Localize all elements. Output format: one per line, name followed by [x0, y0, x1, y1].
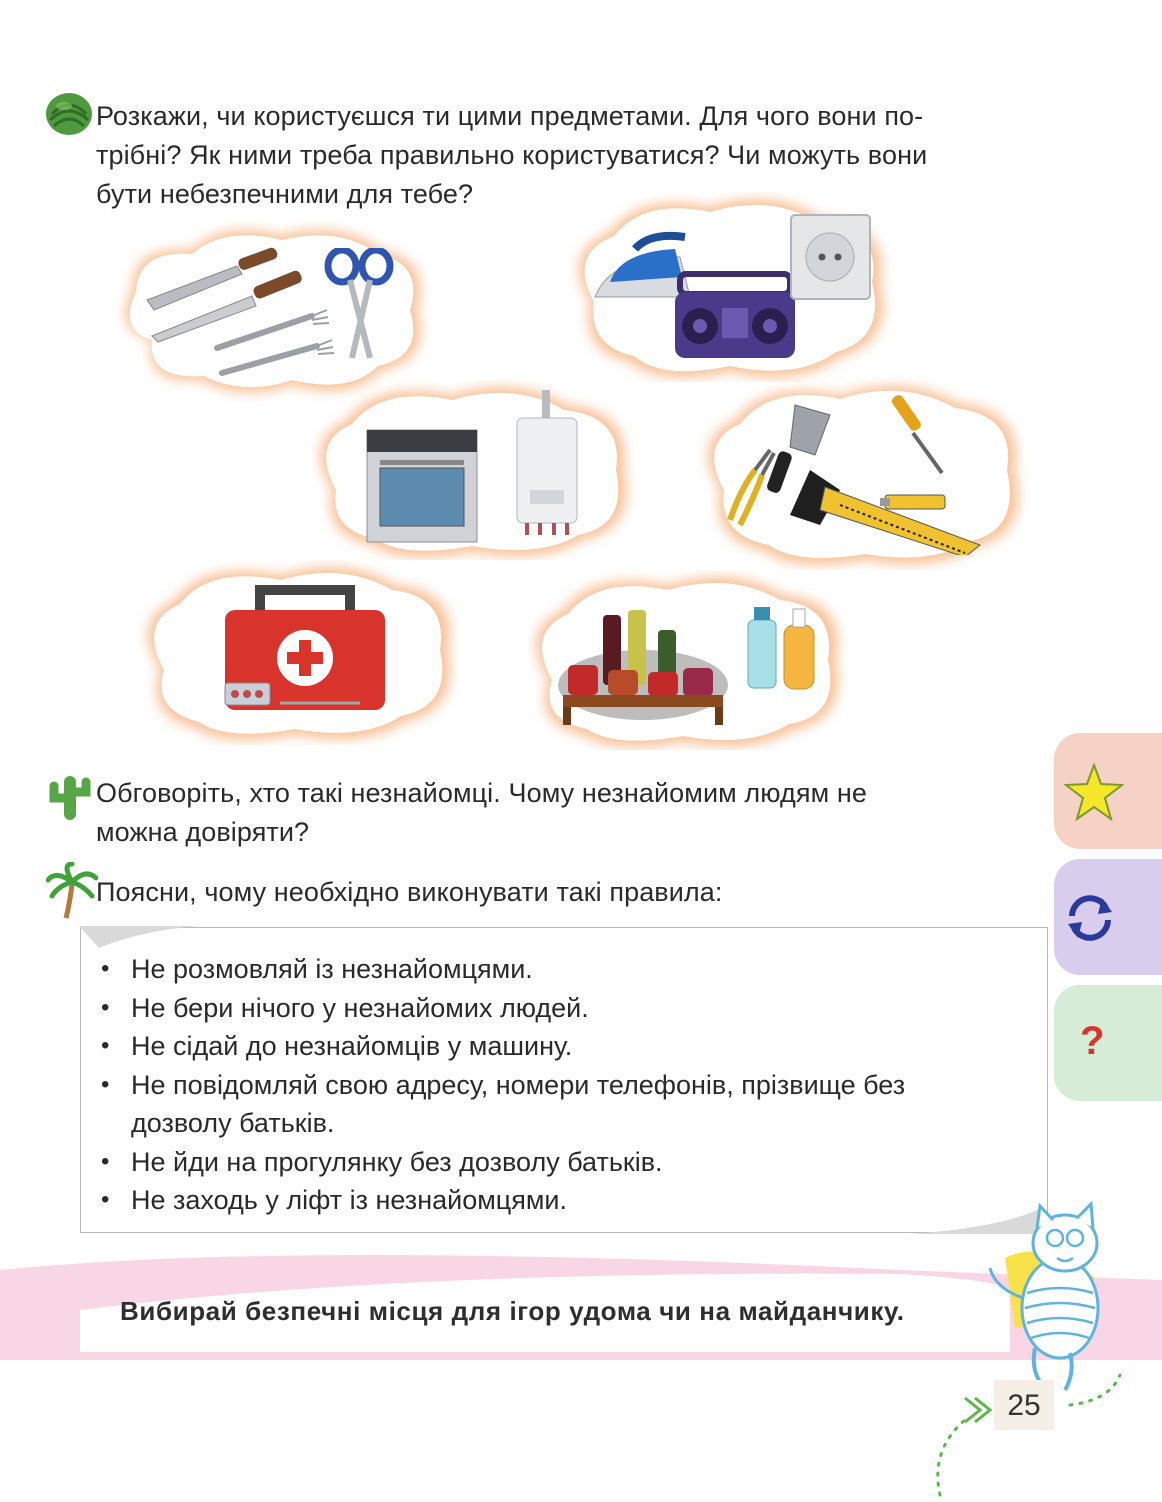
explain-task-text: Поясни, чому необхідно виконувати такі правила:: [96, 877, 723, 907]
rules-list: [101, 950, 1021, 1220]
cactus-icon: [42, 770, 96, 822]
rule-item: • Не розмовляй із незнайомцями.: [101, 950, 1021, 989]
rule-item: • Не сідай до незнайомців у машину.: [101, 1027, 1021, 1066]
cloud-tools: [690, 375, 1030, 570]
chevron-right-icon: [965, 1398, 990, 1422]
palm-tree-icon: [46, 862, 98, 920]
saw-icon: [790, 470, 980, 555]
pills-icon: [220, 675, 370, 715]
star-icon: [1064, 763, 1124, 821]
page-number: 25: [994, 1380, 1054, 1430]
watermelon-icon: [44, 88, 94, 138]
intro-line: трібні? Як ними треба правильно користуватися? Чи можуть вони: [96, 140, 928, 170]
screwdriver-icon: [890, 395, 942, 473]
tab-repeat[interactable]: [1054, 859, 1162, 975]
rule-item: • Не бери нічого у незнайомих людей.: [101, 989, 1021, 1028]
cloud-gas-appliances: [302, 380, 637, 560]
gas-boiler-icon: [512, 390, 582, 540]
footer-tip: Вибирай безпечні місця для ігор удома чи на майданчику.: [120, 1296, 905, 1326]
rule-item: • Не повідомляй свою адресу, номери телефонів, прізвище без дозволу батьків.: [101, 1066, 1021, 1143]
cloud-medicines: [130, 560, 460, 745]
bottles-icon: [553, 600, 733, 730]
detergent-icon: [740, 595, 820, 695]
intro-line: бути небезпечними для тебе?: [96, 179, 474, 209]
question-icon: ?: [1080, 1019, 1105, 1063]
utility-knife-icon: [880, 495, 945, 509]
refresh-icon: [1064, 892, 1116, 944]
tab-question[interactable]: [1054, 985, 1162, 1101]
tools-group: [710, 395, 1010, 555]
boombox-icon: [670, 264, 800, 364]
scissors-icon: [324, 248, 396, 363]
socket-icon: [788, 212, 873, 302]
jars-icon: [568, 665, 598, 695]
intro-line: Розкажи, чи користуєшся ти цими предметами. Для чого вони по-: [96, 101, 924, 131]
tab-star[interactable]: [1054, 733, 1162, 849]
discuss-line: Обговоріть, хто такі незнайомці. Чому незнайомим людям не: [96, 778, 867, 808]
discuss-task-text: [96, 774, 1036, 852]
discuss-line: можна довіряти?: [96, 817, 310, 847]
rule-item: • Не заходь у ліфт із незнайомцями.: [101, 1181, 1021, 1220]
cloud-chemicals: [518, 570, 848, 750]
cloud-kitchen-utensils: [112, 220, 432, 402]
cat-mascot: [985, 1198, 1135, 1398]
rules-box: [80, 927, 1048, 1233]
cloud-electric-appliances: [560, 192, 895, 382]
gas-stove-icon: [362, 420, 482, 545]
rule-item: • Не йди на прогулянку без дозволу батьків.: [101, 1143, 1021, 1182]
